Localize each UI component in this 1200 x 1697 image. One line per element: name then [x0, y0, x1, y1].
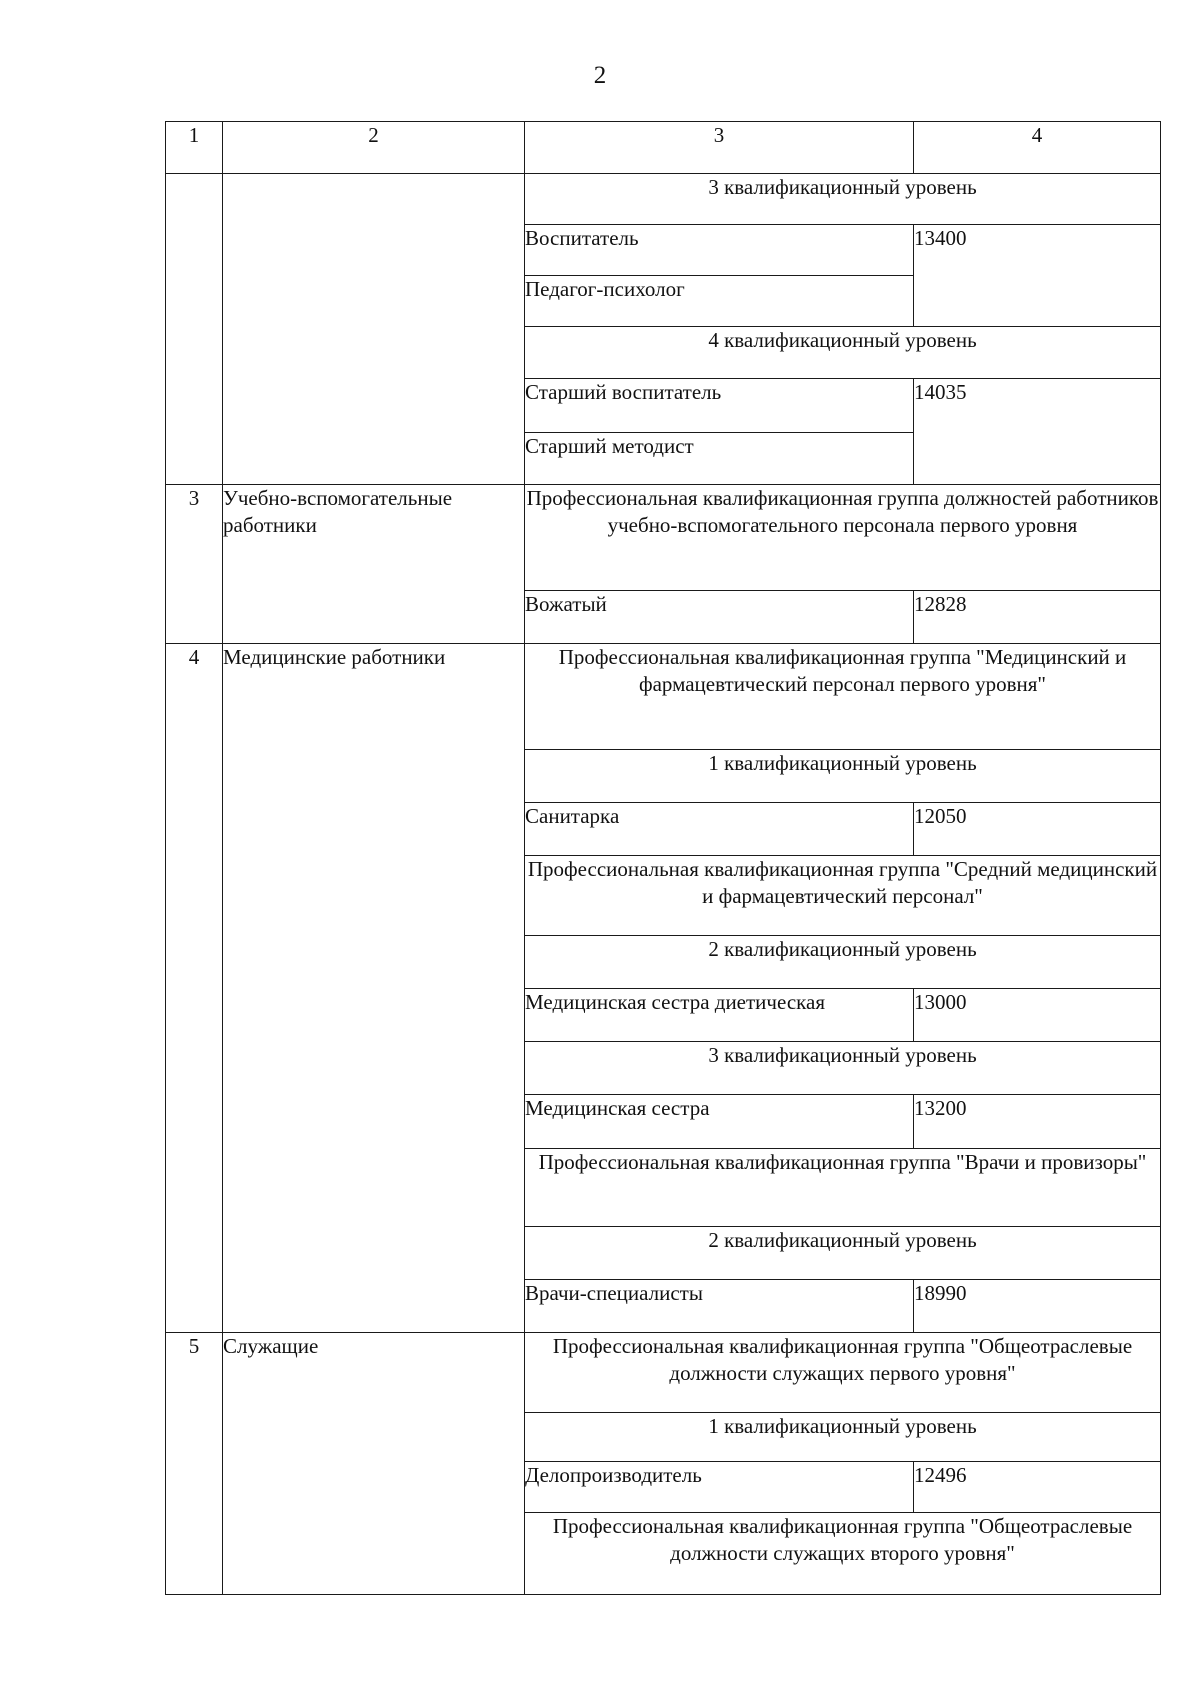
group-heading: Профессиональная квалификационная группа "Общеотраслевые должности служащих второго уровня": [525, 1513, 1161, 1595]
level-heading: 3 квалификационный уровень: [525, 174, 1161, 225]
table-row: [166, 1333, 1161, 1413]
salary-value: 18990: [914, 1280, 1161, 1333]
position-name: Старший методист: [525, 433, 914, 485]
page-number: 2: [593, 62, 607, 89]
level-heading: 4 квалификационный уровень: [525, 327, 1161, 379]
position-name: Педагог-психолог: [525, 276, 914, 327]
header-col-2: 2: [223, 122, 525, 174]
table-row: [166, 644, 1161, 750]
position-name: Медицинская сестра: [525, 1095, 914, 1149]
level-heading: 1 квалификационный уровень: [525, 750, 1161, 803]
group-heading: Профессиональная квалификационная группа "Средний медицинский и фармацевтический персонал": [525, 856, 1161, 936]
salary-value: 12050: [914, 803, 1161, 856]
salary-value: 12828: [914, 591, 1161, 644]
header-col-3: 3: [525, 122, 914, 174]
salary-value: 12496: [914, 1462, 1161, 1513]
position-name: Медицинская сестра диетическая: [525, 989, 914, 1042]
table-header-row: [166, 122, 1161, 174]
header-col-4: 4: [914, 122, 1161, 174]
level-heading: 3 квалификационный уровень: [525, 1042, 1161, 1095]
position-name: Делопроизводитель: [525, 1462, 914, 1513]
table-row: [166, 174, 1161, 225]
group-heading: Профессиональная квалификационная группа должностей работников учебно-вспомогательного персонала первого уровня: [525, 485, 1161, 591]
salary-table: [165, 121, 1161, 1595]
group-heading: Профессиональная квалификационная группа "Медицинский и фармацевтический персонал первого уровня": [525, 644, 1161, 750]
position-name: Воспитатель: [525, 225, 914, 276]
salary-value: 13400: [914, 225, 1161, 327]
section-number: 4: [166, 644, 223, 1333]
level-heading: 2 квалификационный уровень: [525, 1227, 1161, 1280]
table-row: [166, 485, 1161, 591]
position-name: Санитарка: [525, 803, 914, 856]
salary-value: 13200: [914, 1095, 1161, 1149]
section-2-name-cell: [223, 174, 525, 485]
salary-value: 13000: [914, 989, 1161, 1042]
section-2-number-cell: [166, 174, 223, 485]
section-number: 5: [166, 1333, 223, 1595]
group-heading: Профессиональная квалификационная группа "Врачи и провизоры": [525, 1149, 1161, 1227]
position-name: Вожатый: [525, 591, 914, 644]
header-col-1: 1: [166, 122, 223, 174]
section-name: Учебно-вспомогательные работники: [223, 485, 525, 644]
salary-value: 14035: [914, 379, 1161, 485]
position-name: Старший воспитатель: [525, 379, 914, 433]
position-name: Врачи-специалисты: [525, 1280, 914, 1333]
group-heading: Профессиональная квалификационная группа "Общеотраслевые должности служащих первого уровня": [525, 1333, 1161, 1413]
level-heading: 2 квалификационный уровень: [525, 936, 1161, 989]
level-heading: 1 квалификационный уровень: [525, 1413, 1161, 1462]
section-name: Служащие: [223, 1333, 525, 1595]
section-name: Медицинские работники: [223, 644, 525, 1333]
section-number: 3: [166, 485, 223, 644]
